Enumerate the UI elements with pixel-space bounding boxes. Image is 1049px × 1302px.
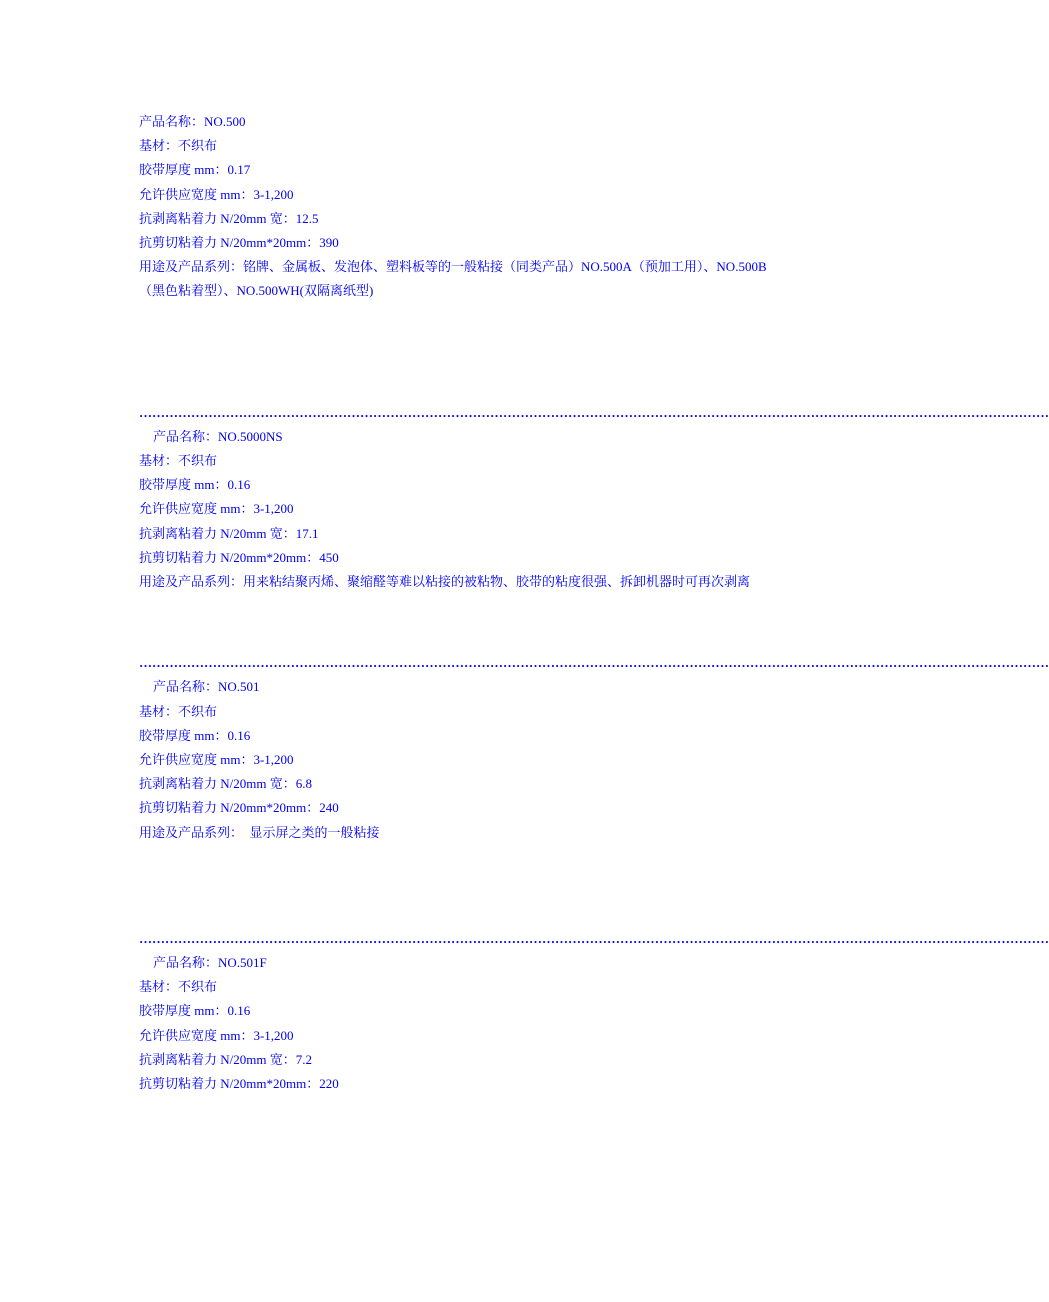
product-thickness: 胶带厚度 mm：0.16 <box>139 477 251 493</box>
product-base-material: 基材：不织布 <box>139 453 218 469</box>
product-thickness: 胶带厚度 mm：0.16 <box>139 1003 251 1019</box>
product-width: 允许供应宽度 mm：3-1,200 <box>139 501 294 517</box>
product-shear-adhesion: 抗剪切粘着力 N/20mm*20mm：450 <box>139 549 339 565</box>
document-page <box>139 110 1049 1096</box>
product-width: 允许供应宽度 mm：3-1,200 <box>139 752 294 768</box>
product-block <box>139 110 784 304</box>
product-shear-adhesion: 抗剪切粘着力 N/20mm*20mm：240 <box>139 800 339 816</box>
product-thickness: 胶带厚度 mm：0.16 <box>139 727 251 743</box>
product-block <box>139 951 784 1096</box>
product-block <box>139 675 784 844</box>
dotted-divider: ………………………………………………………………………………………………………………………………………………………………………………………… <box>139 655 1049 671</box>
product-name: 产品名称：NO.501F <box>153 955 267 971</box>
product-width: 允许供应宽度 mm：3-1,200 <box>139 186 294 202</box>
product-base-material: 基材：不织布 <box>139 979 218 995</box>
spacer <box>139 845 784 927</box>
product-name: 产品名称：NO.5000NS <box>153 428 283 444</box>
product-peel-adhesion: 抗剥离粘着力 N/20mm 宽：6.8 <box>139 776 312 792</box>
product-thickness: 胶带厚度 mm：0.17 <box>139 162 251 178</box>
product-shear-adhesion: 抗剪切粘着力 N/20mm*20mm：390 <box>139 235 339 251</box>
product-width: 允许供应宽度 mm：3-1,200 <box>139 1027 294 1043</box>
dotted-divider: ………………………………………………………………………………………………………………………………………………………………………………………… <box>139 404 1049 420</box>
product-peel-adhesion: 抗剥离粘着力 N/20mm 宽：7.2 <box>139 1051 312 1067</box>
product-peel-adhesion: 抗剥离粘着力 N/20mm 宽：17.1 <box>139 525 319 541</box>
product-shear-adhesion: 抗剪切粘着力 N/20mm*20mm：220 <box>139 1076 339 1092</box>
product-peel-adhesion: 抗剥离粘着力 N/20mm 宽：12.5 <box>139 210 319 226</box>
product-name: 产品名称：NO.501 <box>153 679 260 695</box>
product-usage: 用途及产品系列：用来粘结聚丙烯、聚缩醛等难以粘接的被粘物、胶带的粘度很强、拆卸机器时可再次剥离 <box>139 574 751 590</box>
dotted-divider: ………………………………………………………………………………………………………………………………………………………………………………………… <box>139 930 1049 946</box>
product-usage: 用途及产品系列：铭牌、金属板、发泡体、塑料板等的一般粘接（同类产品）NO.500A（预加工用）、NO.500B（黑色粘着型）、NO.500WH(双隔离纸型) <box>139 259 767 299</box>
spacer <box>139 594 784 651</box>
product-block <box>139 425 784 594</box>
product-base-material: 基材：不织布 <box>139 703 218 719</box>
spacer <box>139 304 784 401</box>
product-base-material: 基材：不织布 <box>139 138 218 154</box>
product-name: 产品名称：NO.500 <box>139 114 246 129</box>
product-usage: 用途及产品系列： 显示屏之类的一般粘接 <box>139 824 380 840</box>
